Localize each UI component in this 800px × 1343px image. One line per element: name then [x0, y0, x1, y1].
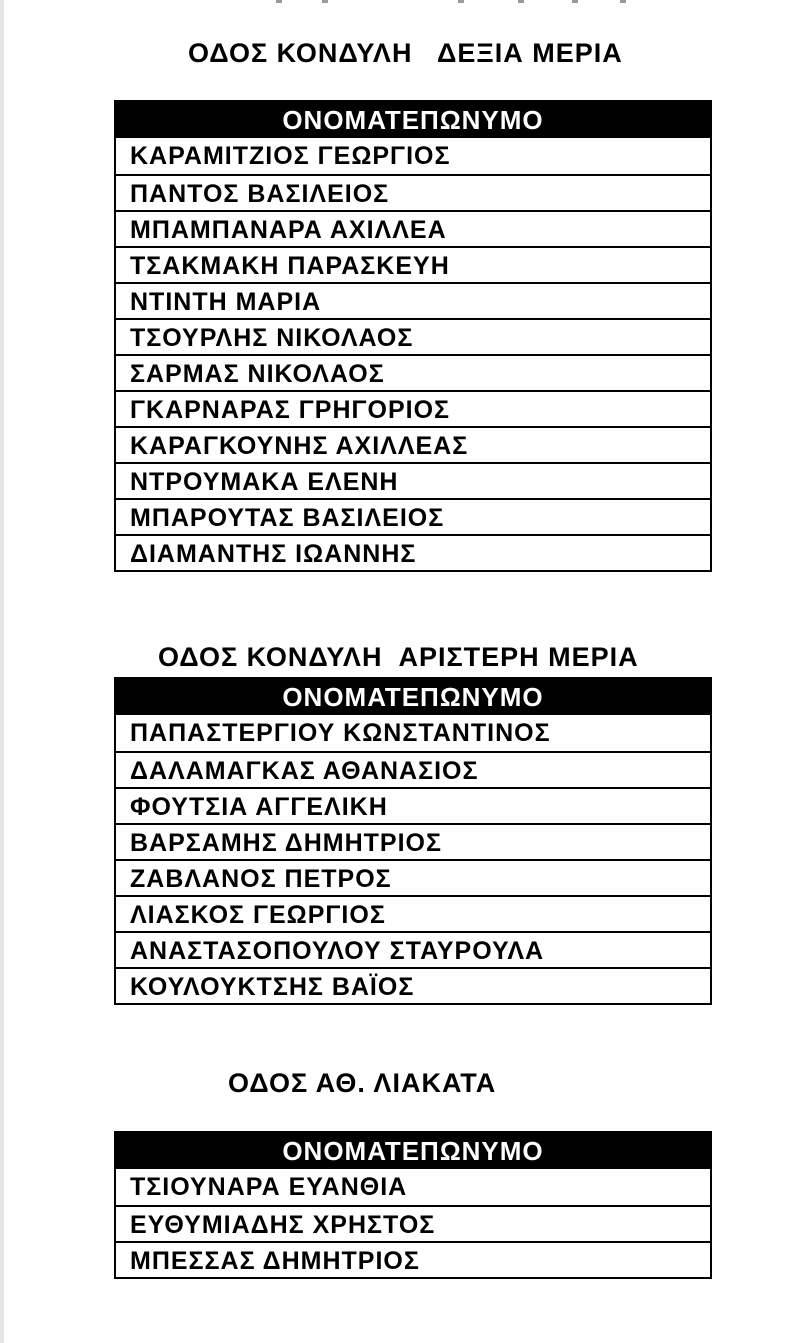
table-body	[116, 138, 710, 570]
table-row: ΔΑΛΑΜΑΓΚΑΣ ΑΘΑΝΑΣΙΟΣ	[116, 751, 710, 787]
table-header: ΟΝΟΜΑΤΕΠΩΝΥΜΟ	[116, 679, 710, 715]
table-body	[116, 1169, 710, 1277]
table-row: ΠΑΝΤΟΣ ΒΑΣΙΛΕΙΟΣ	[116, 174, 710, 210]
table-body	[116, 715, 710, 1003]
table-row: ΤΣΟΥΡΛΗΣ ΝΙΚΟΛΑΟΣ	[116, 318, 710, 354]
table-row: ΖΑΒΛΑΝΟΣ ΠΕΤΡΟΣ	[116, 859, 710, 895]
table-row: ΤΣΑΚΜΑΚΗ ΠΑΡΑΣΚΕΥΗ	[116, 246, 710, 282]
table-row: ΚΑΡΑΓΚΟΥΝΗΣ ΑΧΙΛΛΕΑΣ	[116, 426, 710, 462]
table-row: ΜΠΑΜΠΑΝΑΡΑ ΑΧΙΛΛΕΑ	[116, 210, 710, 246]
page-left-edge	[0, 0, 4, 1343]
table-row: ΝΤΡΟΥΜΑΚΑ ΕΛΕΝΗ	[116, 462, 710, 498]
table-row: ΝΤΙΝΤΗ ΜΑΡΙΑ	[116, 282, 710, 318]
table-row: ΒΑΡΣΑΜΗΣ ΔΗΜΗΤΡΙΟΣ	[116, 823, 710, 859]
section-1-title: ΟΔΟΣ ΚΟΝΔΥΛΗ ΔΕΞΙΑ ΜΕΡΙΑ	[188, 38, 623, 68]
table-row: ΣΑΡΜΑΣ ΝΙΚΟΛΑΟΣ	[116, 354, 710, 390]
table-row: ΜΠΑΡΟΥΤΑΣ ΒΑΣΙΛΕΙΟΣ	[116, 498, 710, 534]
table-row: ΔΙΑΜΑΝΤΗΣ ΙΩΑΝΝΗΣ	[116, 534, 710, 570]
table-row: ΤΣΙΟΥΝΑΡΑ ΕΥΑΝΘΙΑ	[130, 1173, 408, 1201]
table-row: ΑΝΑΣΤΑΣΟΠΟΥΛΟΥ ΣΤΑΥΡΟΥΛΑ	[116, 931, 710, 967]
table-row: ΚΟΥΛΟΥΚΤΣΗΣ ΒΑΪΟΣ	[116, 967, 710, 1003]
section-3-table	[114, 1131, 712, 1279]
table-row: ΚΑΡΑΜΙΤΖΙΟΣ ΓΕΩΡΓΙΟΣ	[130, 142, 451, 170]
section-3-title: ΟΔΟΣ ΑΘ. ΛΙΑΚΑΤΑ	[228, 1068, 497, 1098]
section-2-table	[114, 677, 712, 1005]
table-row: ΠΑΠΑΣΤΕΡΓΙΟΥ ΚΩΝΣΤΑΝΤΙΝΟΣ	[130, 719, 551, 747]
table-row: ΜΠΕΣΣΑΣ ΔΗΜΗΤΡΙΟΣ	[116, 1241, 710, 1277]
page-top-marks	[0, 0, 800, 6]
table-header: ΟΝΟΜΑΤΕΠΩΝΥΜΟ	[116, 102, 710, 138]
table-header: ΟΝΟΜΑΤΕΠΩΝΥΜΟ	[116, 1133, 710, 1169]
section-1-table	[114, 100, 712, 572]
table-row: ΛΙΑΣΚΟΣ ΓΕΩΡΓΙΟΣ	[116, 895, 710, 931]
table-row: ΓΚΑΡΝΑΡΑΣ ΓΡΗΓΟΡΙΟΣ	[116, 390, 710, 426]
table-row: ΕΥΘΥΜΙΑΔΗΣ ΧΡΗΣΤΟΣ	[116, 1205, 710, 1241]
table-row: ΦΟΥΤΣΙΑ ΑΓΓΕΛΙΚΗ	[116, 787, 710, 823]
section-2-title: ΟΔΟΣ ΚΟΝΔΥΛΗ ΑΡΙΣΤΕΡΗ ΜΕΡΙΑ	[158, 642, 639, 672]
